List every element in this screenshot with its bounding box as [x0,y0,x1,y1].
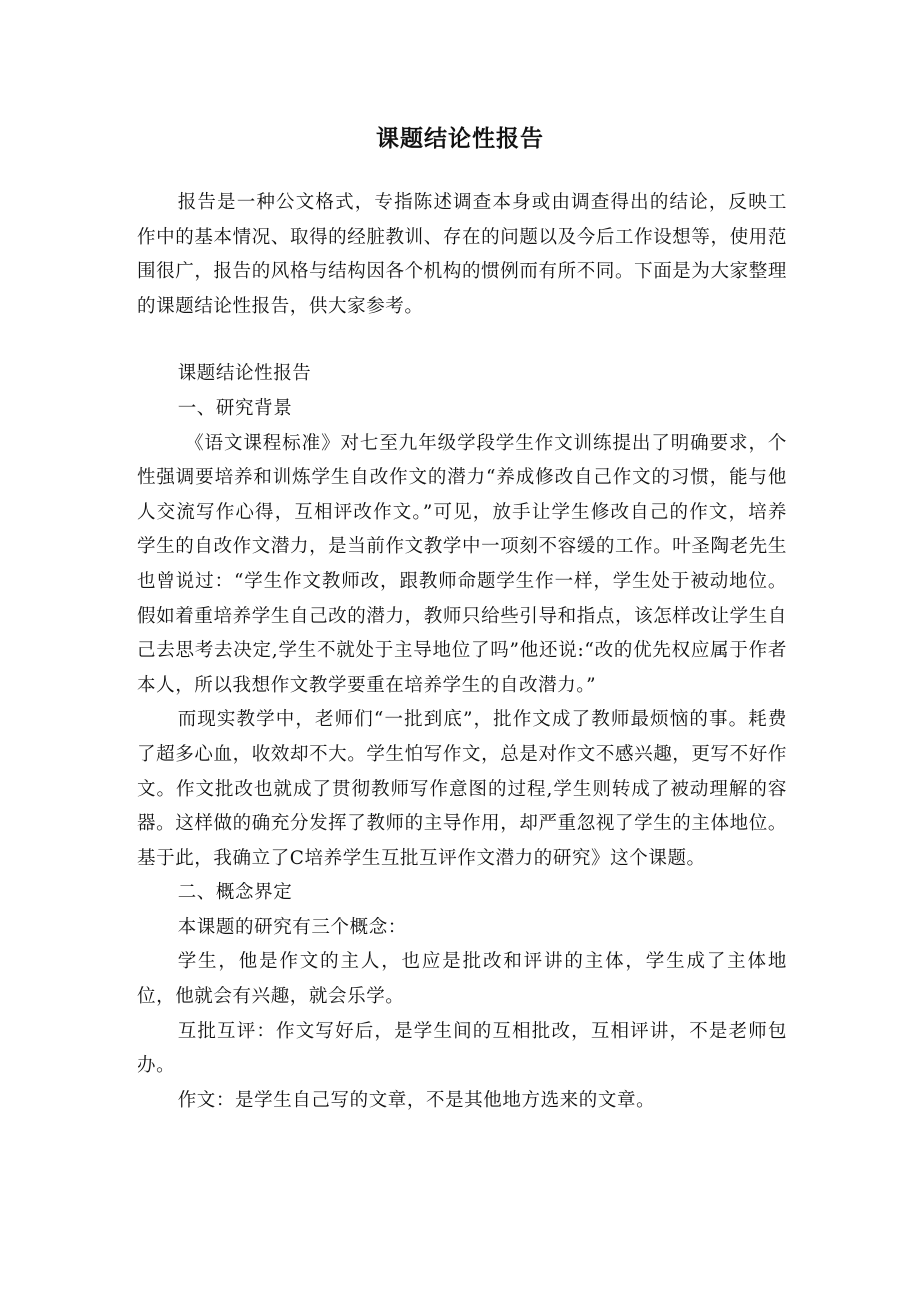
reality-paragraph: 而现实教学中，老师们“一批到底”，批作文成了教师最烦恼的事。耗费了超多心血，收效却不大。学生怕写作文，总是对作文不感兴趣，更写不好作文。作文批改也就成了贯彻教师写作意图的过程,学生则转成了被动理解的容器。这样做的确充分发挥了教师的主导作用，却严重忽视了学生的主体地位。基于此，我确立了C培养学生互批互评作文潜力的研究》这个课题。 [137,709,787,869]
concept-student: 学生，他是作文的主人，也应是批改和评讲的主体，学生成了主体地位，他就会有兴趣，就会乐学。 [137,951,787,1008]
document-title: 课题结论性报告 [376,126,544,152]
section-heading-concepts: 二、概念界定 [177,882,293,904]
document-body [137,186,787,1118]
concept-peer-review: 互批互评：作文写好后，是学生间的互相批改，互相评讲，不是老师包办。 [137,1020,787,1077]
report-subtitle: 课题结论性报告 [177,363,312,385]
section-heading-background: 一、研究背景 [177,397,293,419]
background-paragraph: 《语文课程标准》对七至九年级学段学生作文训练提出了明确要求，个性强调要培养和训炼学生自改作文的潜力“养成修改自己作文的习惯，能与他人交流写作心得，互相评改作文。”可见，放手让学生修改自己的作文，培养学生的自改作文潜力，是当前作文教学中一项刻不容缓的工作。叶圣陶老先生也曾说过：“学生作文教师改，跟教师命题学生作一样，学生处于被动地位。假如着重培养学生自己改的潜力，教师只给些引导和指点，该怎样改让学生自己去思考去决定,学生不就处于主导地位了吗”他还说:“改的优先权应属于作者本人，所以我想作文教学要重在培养学生的自改潜力。” [137,432,787,696]
intro-paragraph: 报告是一种公文格式，专指陈述调查本身或由调查得出的结论，反映工作中的基本情况、取得的经脏教训、存在的问题以及今后工作设想等，使用范围很广，报告的风格与结构因各个机构的惯例而有所不同。下面是为大家整理的课题结论性报告，供大家参考。 [137,192,787,317]
concepts-intro: 本课题的研究有三个概念： [177,916,407,938]
concept-composition: 作文：是学生自己写的文章，不是其他地方选来的文章。 [177,1089,656,1111]
